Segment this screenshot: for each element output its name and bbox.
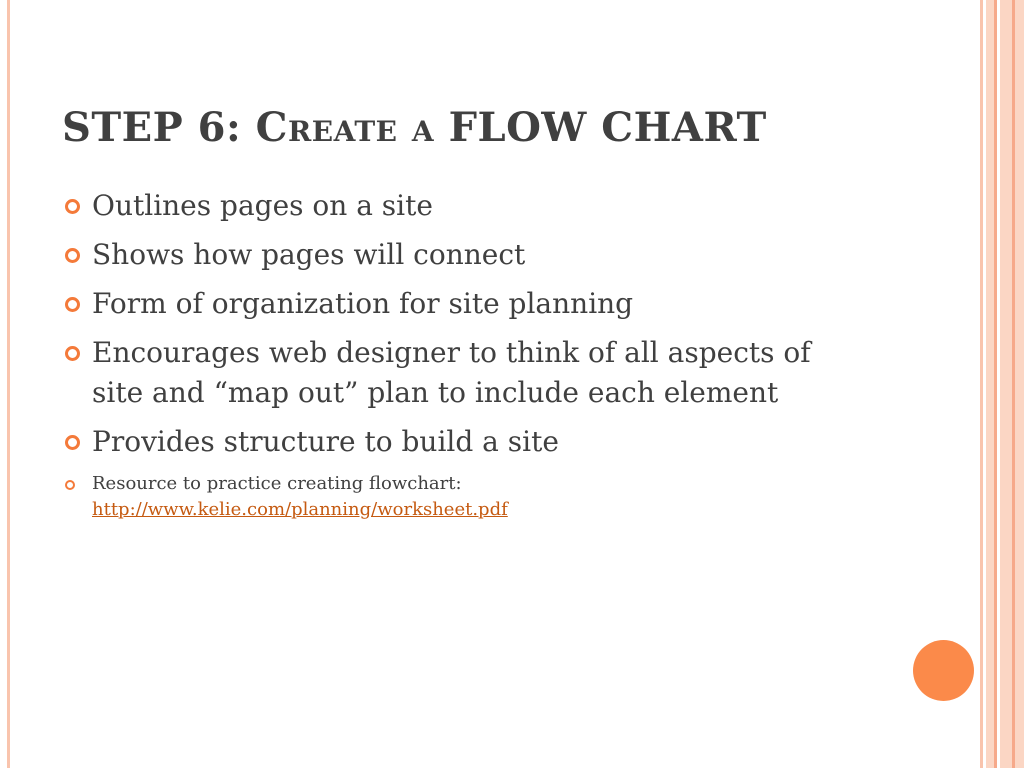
resource-text: Resource to practice creating flowchart: xyxy=(92,473,462,494)
bullet-item xyxy=(62,186,862,226)
resource-link[interactable]: http://www.kelie.com/planning/worksheet.pdf xyxy=(92,499,508,520)
title-part-create: Create a xyxy=(255,104,435,151)
decorative-circle xyxy=(913,640,974,701)
right-stripe xyxy=(994,0,997,768)
bullet-item xyxy=(62,284,862,324)
bullet-circle-icon xyxy=(65,199,80,214)
bullet-text: Shows how pages will connect xyxy=(92,238,526,271)
bullet-text: Outlines pages on a site xyxy=(92,189,433,222)
bullet-list xyxy=(62,186,862,532)
bullet-item xyxy=(62,422,862,462)
title-part-flowchart: FLOW CHART xyxy=(434,104,767,151)
left-border-line xyxy=(7,0,10,768)
bullet-circle-icon xyxy=(65,480,75,490)
bullet-circle-icon xyxy=(65,435,80,450)
bullet-text: Encourages web designer to think of all aspects of site and “map out” plan to include each element xyxy=(92,336,811,409)
bullet-circle-icon xyxy=(65,248,80,263)
title-part-step: STEP 6: xyxy=(62,104,256,151)
bullet-item xyxy=(62,235,862,275)
right-stripe xyxy=(980,0,983,768)
bullet-circle-icon xyxy=(65,346,80,361)
bullet-text: Form of organization for site planning xyxy=(92,287,634,320)
resource-bullet xyxy=(62,471,862,523)
bullet-text: Provides structure to build a site xyxy=(92,425,559,458)
bullet-circle-icon xyxy=(65,297,80,312)
right-stripe xyxy=(986,0,994,768)
right-stripe xyxy=(1012,0,1015,768)
bullet-item xyxy=(62,333,862,413)
slide-title xyxy=(62,104,767,151)
